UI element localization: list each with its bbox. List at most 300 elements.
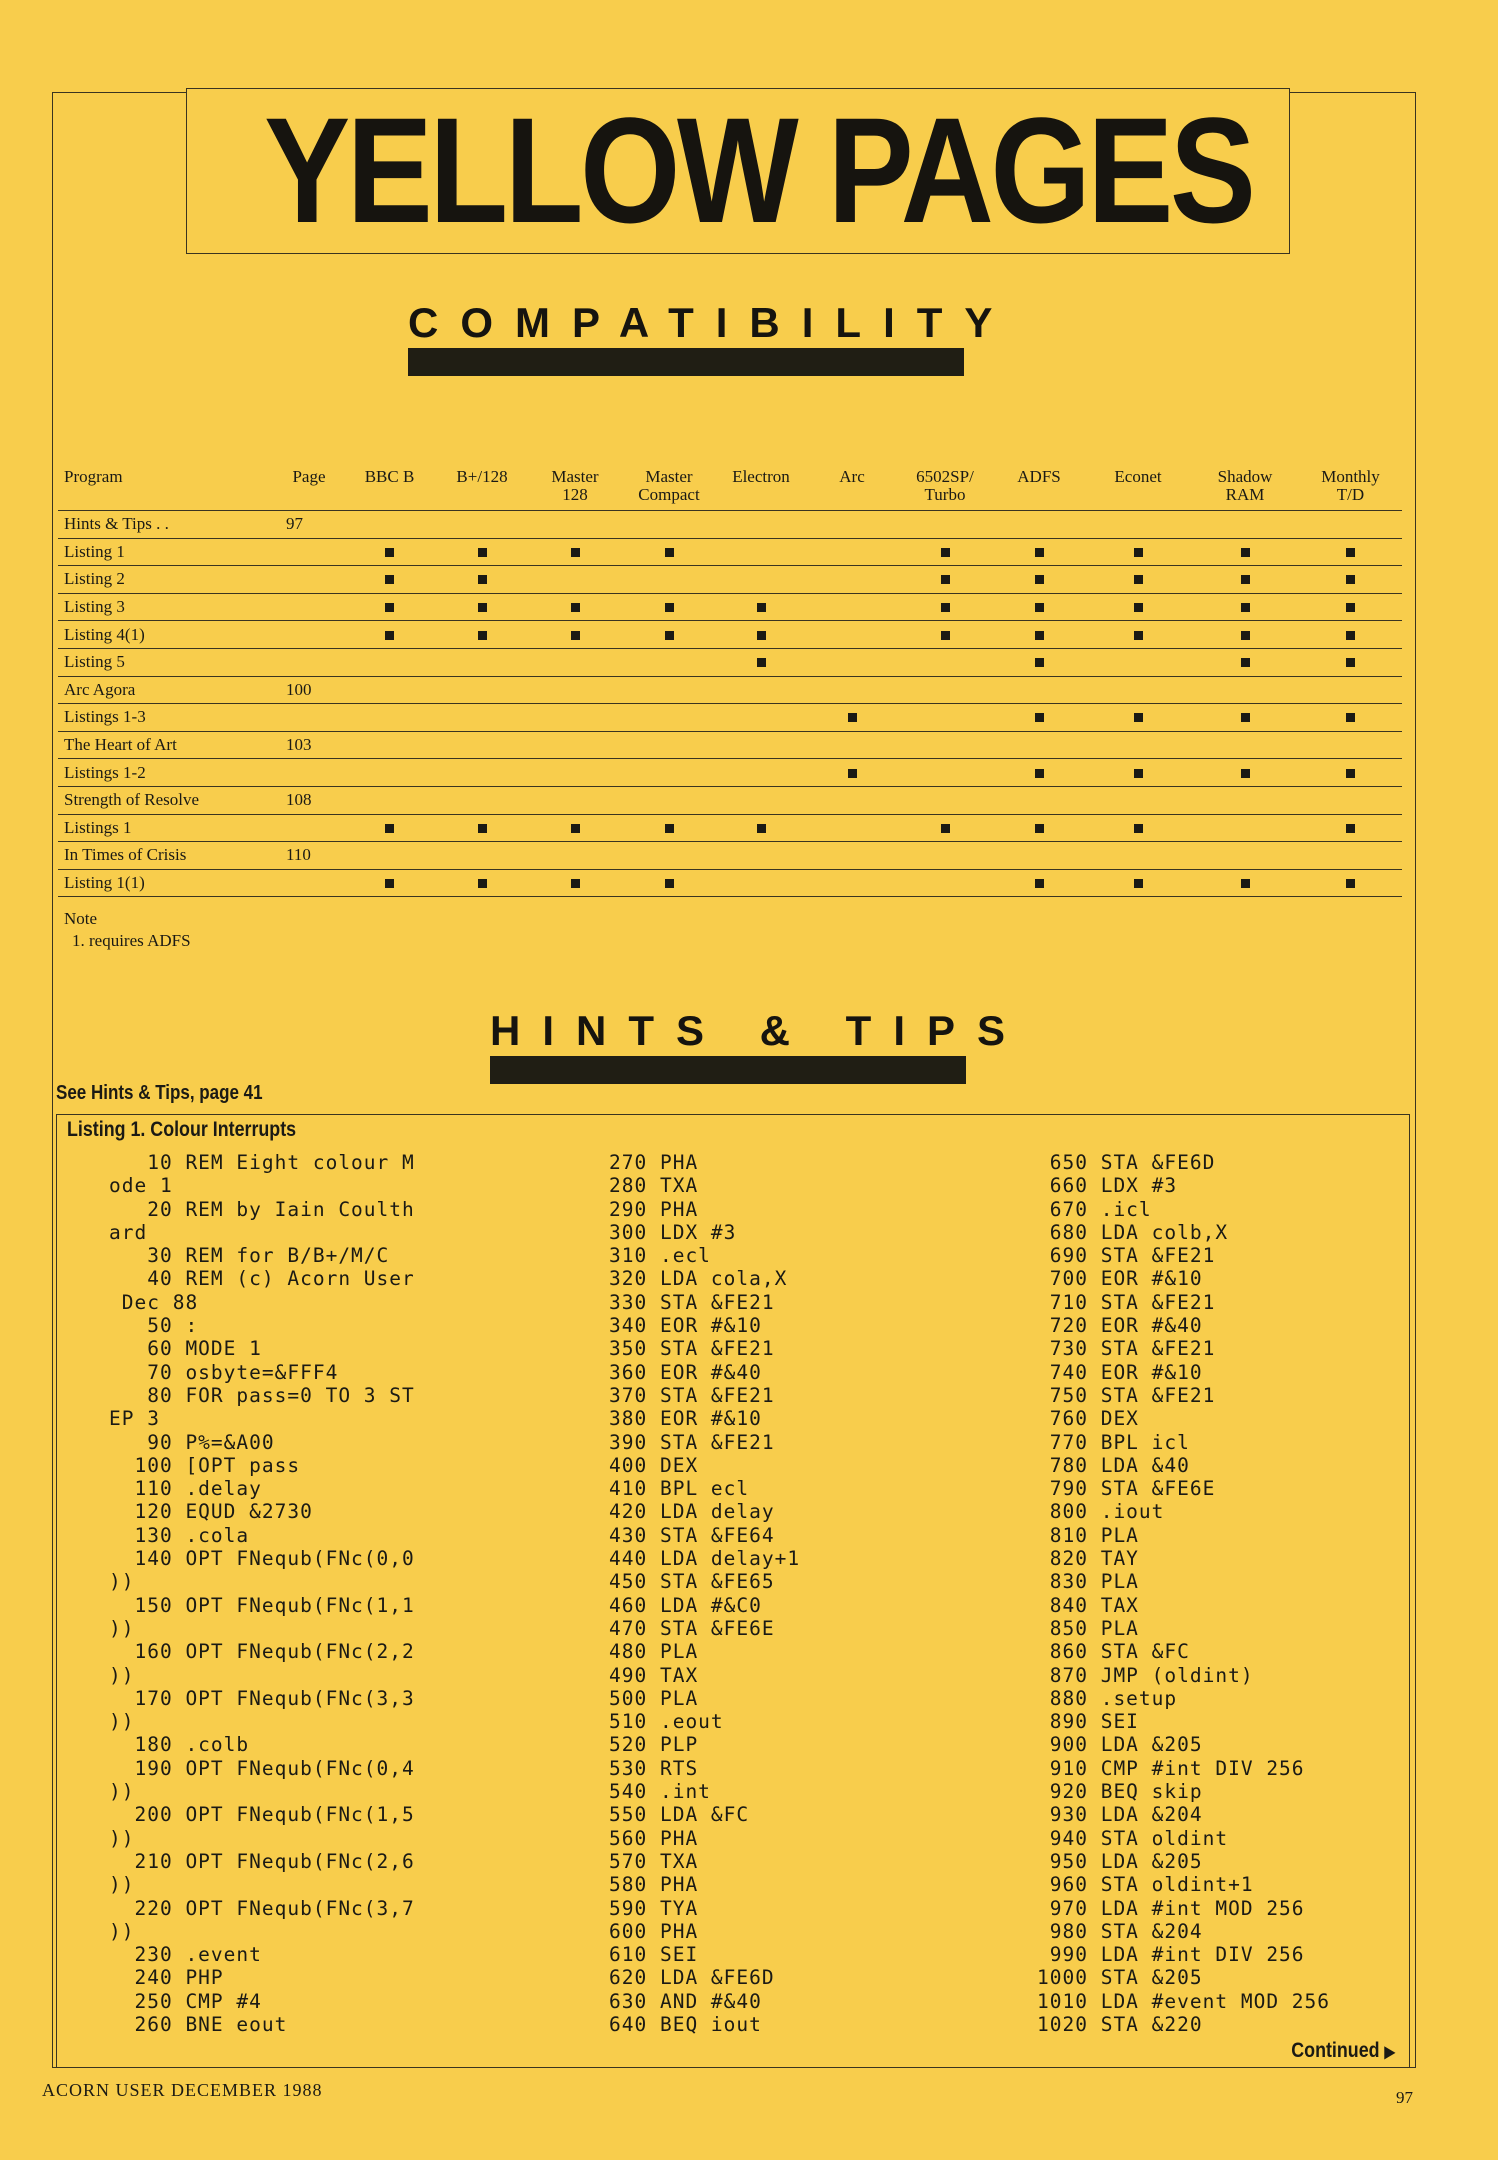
code-line: EP 3 <box>109 1407 160 1431</box>
column-header: Arc <box>807 468 897 511</box>
compat-cell <box>342 621 437 649</box>
code-line: 420 LDA delay <box>609 1500 775 1524</box>
code-line: 640 BEQ iout <box>609 2012 762 2036</box>
program-name: Listings 1-3 <box>58 704 276 732</box>
compatible-square-icon <box>1134 879 1143 888</box>
code-line: 670 .icl <box>1037 1197 1152 1221</box>
code-line: 330 STA &FE21 <box>609 1290 775 1314</box>
compat-cell <box>527 538 623 566</box>
code-line: 630 AND #&40 <box>609 1989 762 2013</box>
compatible-square-icon <box>1134 769 1143 778</box>
code-line: 430 STA &FE64 <box>609 1523 775 1547</box>
code-line: 910 CMP #int DIV 256 <box>1037 1756 1305 1780</box>
code-line: 920 BEQ skip <box>1037 1780 1203 1804</box>
code-line: 690 STA &FE21 <box>1037 1244 1216 1268</box>
column-header: Econet <box>1085 468 1191 511</box>
code-line: 900 LDA &205 <box>1037 1733 1203 1757</box>
compatible-square-icon <box>1134 603 1143 612</box>
compat-cell <box>1299 621 1402 649</box>
compat-cell <box>897 731 993 759</box>
compatible-square-icon <box>385 603 394 612</box>
code-line: 720 EOR #&40 <box>1037 1314 1203 1338</box>
code-line: 650 STA &FE6D <box>1037 1151 1216 1174</box>
compatible-square-icon <box>665 603 674 612</box>
code-line: 950 LDA &205 <box>1037 1849 1203 1873</box>
compat-cell <box>1299 759 1402 787</box>
compat-cell <box>993 704 1085 732</box>
compatible-square-icon <box>941 575 950 584</box>
code-line: 320 LDA cola,X <box>609 1267 788 1291</box>
compat-cell <box>437 648 527 676</box>
code-line: 360 EOR #&40 <box>609 1360 762 1384</box>
code-line: 700 EOR #&10 <box>1037 1267 1203 1291</box>
code-line: 730 STA &FE21 <box>1037 1337 1216 1361</box>
compatible-square-icon <box>1346 575 1355 584</box>
column-header: Page <box>276 468 342 511</box>
code-line: 600 PHA <box>609 1919 699 1943</box>
code-line: 460 LDA #&C0 <box>609 1593 762 1617</box>
page-ref <box>276 593 342 621</box>
code-line: 830 PLA <box>1037 1570 1139 1594</box>
compat-cell <box>807 704 897 732</box>
compat-cell <box>527 621 623 649</box>
compatible-square-icon <box>385 548 394 557</box>
code-line: 200 OPT FNequb(FNc(1,5 <box>109 1803 415 1827</box>
compat-cell <box>342 842 437 870</box>
compatible-square-icon <box>1241 548 1250 557</box>
footer-publication: ACORN USER DECEMBER 1988 <box>42 2080 323 2100</box>
code-line: 540 .int <box>609 1780 711 1804</box>
code-line: 70 osbyte=&FFF4 <box>109 1360 339 1384</box>
code-line: 80 FOR pass=0 TO 3 ST <box>109 1383 415 1407</box>
listing-box <box>56 1114 1410 2068</box>
compat-cell <box>715 814 807 842</box>
compat-cell <box>437 676 527 704</box>
compat-cell <box>1085 842 1191 870</box>
compatible-square-icon <box>1241 769 1250 778</box>
compat-cell <box>993 648 1085 676</box>
page-ref: 108 <box>276 786 342 814</box>
compatible-square-icon <box>941 548 950 557</box>
compat-cell <box>1191 786 1299 814</box>
compatible-square-icon <box>1134 824 1143 833</box>
compatible-square-icon <box>1134 548 1143 557</box>
code-line: 290 PHA <box>609 1197 699 1221</box>
compat-cell <box>807 731 897 759</box>
compatible-square-icon <box>941 603 950 612</box>
compatibility-table <box>58 468 1402 897</box>
compatible-square-icon <box>1134 713 1143 722</box>
compat-cell <box>1085 676 1191 704</box>
page-ref: 103 <box>276 731 342 759</box>
code-line: 520 PLP <box>609 1733 699 1757</box>
compat-cell <box>1085 704 1191 732</box>
program-name: The Heart of Art <box>58 731 276 759</box>
code-line: ode 1 <box>109 1174 173 1198</box>
code-line: 470 STA &FE6E <box>609 1616 775 1640</box>
code-line: 390 STA &FE21 <box>609 1430 775 1454</box>
compatible-square-icon <box>1035 603 1044 612</box>
table-row <box>58 648 1402 676</box>
compat-cell <box>1191 593 1299 621</box>
code-line: 490 TAX <box>609 1663 699 1687</box>
code-line: )) <box>109 1919 135 1943</box>
program-name: Hints & Tips . . <box>58 511 276 539</box>
compatible-square-icon <box>757 658 766 667</box>
compat-cell <box>1191 676 1299 704</box>
compat-cell <box>715 676 807 704</box>
compat-cell <box>993 842 1085 870</box>
compatible-square-icon <box>571 631 580 640</box>
compat-cell <box>993 676 1085 704</box>
compatible-square-icon <box>1346 713 1355 722</box>
compatible-square-icon <box>665 824 674 833</box>
code-line: 170 OPT FNequb(FNc(3,3 <box>109 1686 415 1710</box>
code-line: 750 STA &FE21 <box>1037 1383 1216 1407</box>
compat-cell <box>1085 869 1191 897</box>
code-line: 1020 STA &220 <box>1037 2012 1203 2036</box>
table-row <box>58 538 1402 566</box>
compat-cell <box>437 566 527 594</box>
compat-cell <box>715 869 807 897</box>
page-ref <box>276 759 342 787</box>
code-line: 510 .eout <box>609 1710 724 1734</box>
listing-title: Listing 1. Colour Interrupts <box>67 1118 297 1141</box>
code-line: 840 TAX <box>1037 1593 1139 1617</box>
page-ref <box>276 566 342 594</box>
page-number: 97 <box>1396 2088 1413 2107</box>
code-line: 530 RTS <box>609 1756 699 1780</box>
compat-cell <box>993 511 1085 539</box>
compatible-square-icon <box>1241 658 1250 667</box>
compatible-square-icon <box>1035 631 1044 640</box>
code-line: 380 EOR #&10 <box>609 1407 762 1431</box>
compatible-square-icon <box>757 631 766 640</box>
code-line: 230 .event <box>109 1943 262 1967</box>
code-line: 440 LDA delay+1 <box>609 1547 801 1571</box>
compat-cell <box>1191 621 1299 649</box>
compat-cell <box>527 593 623 621</box>
compat-cell <box>1191 511 1299 539</box>
table-row <box>58 704 1402 732</box>
compat-cell <box>1299 566 1402 594</box>
compat-cell <box>527 814 623 842</box>
compat-cell <box>342 869 437 897</box>
column-header: Electron <box>715 468 807 511</box>
compat-cell <box>1085 648 1191 676</box>
code-line: 990 LDA #int DIV 256 <box>1037 1943 1305 1967</box>
compat-cell <box>527 566 623 594</box>
code-line: 550 LDA &FC <box>609 1803 750 1827</box>
compatible-square-icon <box>1346 769 1355 778</box>
compat-cell <box>897 538 993 566</box>
compatible-square-icon <box>848 769 857 778</box>
compatible-square-icon <box>1035 575 1044 584</box>
code-line: 220 OPT FNequb(FNc(3,7 <box>109 1896 415 1920</box>
compat-cell <box>342 538 437 566</box>
compatibility-heading-text: COMPATIBILITY <box>408 299 1015 346</box>
column-header: Monthly T/D <box>1299 468 1402 511</box>
compatible-square-icon <box>757 824 766 833</box>
code-line: 980 STA &204 <box>1037 1919 1203 1943</box>
note-text: 1. requires ADFS <box>72 931 191 950</box>
compatible-square-icon <box>478 879 487 888</box>
compat-cell <box>623 648 715 676</box>
code-line: 1000 STA &205 <box>1037 1966 1203 1990</box>
compat-cell <box>715 566 807 594</box>
code-line: 30 REM for B/B+/M/C <box>109 1244 390 1268</box>
page-ref: 100 <box>276 676 342 704</box>
compat-cell <box>527 869 623 897</box>
compat-cell <box>1299 648 1402 676</box>
compat-cell <box>993 759 1085 787</box>
compat-cell <box>342 648 437 676</box>
compat-cell <box>1299 786 1402 814</box>
compat-cell <box>1085 621 1191 649</box>
compat-cell <box>1085 731 1191 759</box>
compat-cell <box>527 511 623 539</box>
compatibility-header-row <box>58 468 1402 511</box>
compat-cell <box>437 842 527 870</box>
compat-cell <box>715 704 807 732</box>
compat-cell <box>1191 566 1299 594</box>
compat-cell <box>715 786 807 814</box>
program-name: Listings 1-2 <box>58 759 276 787</box>
compatible-square-icon <box>1346 879 1355 888</box>
code-line: 140 OPT FNequb(FNc(0,0 <box>109 1547 415 1571</box>
column-header: BBC B <box>342 468 437 511</box>
code-line: 480 PLA <box>609 1640 699 1664</box>
code-line: 970 LDA #int MOD 256 <box>1037 1896 1305 1920</box>
compat-cell <box>807 621 897 649</box>
compatible-square-icon <box>478 631 487 640</box>
compat-cell <box>1299 731 1402 759</box>
compat-cell <box>623 786 715 814</box>
compat-cell <box>807 759 897 787</box>
compat-cell <box>1191 869 1299 897</box>
code-line: 570 TXA <box>609 1849 699 1873</box>
compat-cell <box>1191 814 1299 842</box>
compat-cell <box>807 511 897 539</box>
compat-cell <box>993 814 1085 842</box>
code-line: 400 DEX <box>609 1453 699 1477</box>
compat-cell <box>897 814 993 842</box>
compat-cell <box>807 842 897 870</box>
compat-cell <box>1085 538 1191 566</box>
compat-cell <box>807 814 897 842</box>
compat-cell <box>993 593 1085 621</box>
column-header: 6502SP/ Turbo <box>897 468 993 511</box>
compat-cell <box>623 759 715 787</box>
compat-cell <box>807 566 897 594</box>
code-line: 10 REM Eight colour M <box>109 1151 415 1174</box>
compatible-square-icon <box>757 603 766 612</box>
compatible-square-icon <box>1134 631 1143 640</box>
compat-cell <box>1191 759 1299 787</box>
table-row <box>58 593 1402 621</box>
compat-cell <box>807 538 897 566</box>
compatible-square-icon <box>665 631 674 640</box>
code-line: 890 SEI <box>1037 1710 1139 1734</box>
code-line: 940 STA oldint <box>1037 1826 1229 1850</box>
compatible-square-icon <box>1035 548 1044 557</box>
compatible-square-icon <box>478 603 487 612</box>
compatible-square-icon <box>478 548 487 557</box>
code-line: 180 .colb <box>109 1733 250 1757</box>
code-column-3 <box>1037 1151 1330 2036</box>
compatible-square-icon <box>1346 824 1355 833</box>
compatible-square-icon <box>1346 603 1355 612</box>
code-line: )) <box>109 1663 135 1687</box>
code-line: )) <box>109 1780 135 1804</box>
code-column-2 <box>609 1151 800 2036</box>
compat-cell <box>897 759 993 787</box>
compat-cell <box>437 731 527 759</box>
compat-cell <box>897 593 993 621</box>
compat-cell <box>715 842 807 870</box>
compat-cell <box>623 511 715 539</box>
code-line: 590 TYA <box>609 1896 699 1920</box>
code-line: 560 PHA <box>609 1826 699 1850</box>
compat-cell <box>897 621 993 649</box>
code-line: 1010 LDA #event MOD 256 <box>1037 1989 1331 2013</box>
compat-cell <box>1085 814 1191 842</box>
compat-cell <box>342 566 437 594</box>
compatible-square-icon <box>571 603 580 612</box>
compatible-square-icon <box>665 879 674 888</box>
code-line: 680 LDA colb,X <box>1037 1220 1229 1244</box>
code-line: 860 STA &FC <box>1037 1640 1190 1664</box>
code-line: )) <box>109 1710 135 1734</box>
code-line: 800 .iout <box>1037 1500 1165 1524</box>
compatible-square-icon <box>941 824 950 833</box>
note-title: Note <box>64 909 98 928</box>
compatible-square-icon <box>1241 575 1250 584</box>
see-also-note: See Hints & Tips, page 41 <box>56 1082 263 1104</box>
compat-cell <box>342 676 437 704</box>
compat-cell <box>342 786 437 814</box>
compat-cell <box>623 621 715 649</box>
compatible-square-icon <box>941 631 950 640</box>
table-row <box>58 621 1402 649</box>
program-name: Listing 3 <box>58 593 276 621</box>
compat-cell <box>527 731 623 759</box>
compat-cell <box>1085 511 1191 539</box>
code-line: 110 .delay <box>109 1477 262 1501</box>
table-row <box>58 786 1402 814</box>
compat-cell <box>807 676 897 704</box>
code-line: 40 REM (c) Acorn User <box>109 1267 415 1291</box>
compatible-square-icon <box>385 879 394 888</box>
compat-cell <box>1085 593 1191 621</box>
compat-cell <box>623 704 715 732</box>
compat-cell <box>1299 538 1402 566</box>
code-line: 100 [OPT pass <box>109 1453 301 1477</box>
compat-cell <box>897 842 993 870</box>
masthead-title: YELLOW PAGES <box>264 86 1253 254</box>
code-line: 240 PHP <box>109 1966 224 1990</box>
compat-cell <box>527 676 623 704</box>
code-line: 120 EQUD &2730 <box>109 1500 313 1524</box>
code-line: 620 LDA &FE6D <box>609 1966 775 1990</box>
table-row <box>58 814 1402 842</box>
column-header: Master 128 <box>527 468 623 511</box>
compatible-square-icon <box>385 824 394 833</box>
compat-cell <box>623 676 715 704</box>
compatible-square-icon <box>1035 769 1044 778</box>
table-row <box>58 676 1402 704</box>
compat-cell <box>437 593 527 621</box>
compat-cell <box>715 648 807 676</box>
table-row <box>58 759 1402 787</box>
code-line: 90 P%=&A00 <box>109 1430 275 1454</box>
compat-cell <box>1191 648 1299 676</box>
table-row <box>58 731 1402 759</box>
program-name: Strength of Resolve <box>58 786 276 814</box>
compatible-square-icon <box>478 575 487 584</box>
code-line: 310 .ecl <box>609 1244 711 1268</box>
code-line: 370 STA &FE21 <box>609 1383 775 1407</box>
compat-cell <box>527 759 623 787</box>
compatible-square-icon <box>385 631 394 640</box>
table-row <box>58 842 1402 870</box>
code-line: ard <box>109 1220 148 1244</box>
compat-cell <box>527 648 623 676</box>
compat-cell <box>897 704 993 732</box>
code-line: 150 OPT FNequb(FNc(1,1 <box>109 1593 415 1617</box>
compat-cell <box>807 786 897 814</box>
code-line: 610 SEI <box>609 1943 699 1967</box>
compat-cell <box>437 786 527 814</box>
compat-cell <box>897 869 993 897</box>
compat-cell <box>437 759 527 787</box>
code-line: 780 LDA &40 <box>1037 1453 1190 1477</box>
program-name: Arc Agora <box>58 676 276 704</box>
compat-cell <box>993 538 1085 566</box>
code-line: 270 PHA <box>609 1151 699 1174</box>
code-line: 300 LDX #3 <box>609 1220 737 1244</box>
code-line: )) <box>109 1873 135 1897</box>
program-name: Listing 1(1) <box>58 869 276 897</box>
masthead-box <box>186 88 1290 254</box>
compat-cell <box>437 869 527 897</box>
compat-cell <box>897 676 993 704</box>
compat-cell <box>623 814 715 842</box>
hints-heading-bar <box>490 1056 966 1084</box>
column-header: ADFS <box>993 468 1085 511</box>
right-triangle-icon: ▶ <box>1384 2044 1395 2061</box>
compat-cell <box>1085 786 1191 814</box>
compat-cell <box>342 759 437 787</box>
code-line: 250 CMP #4 <box>109 1989 262 2013</box>
compat-cell <box>623 869 715 897</box>
compatible-square-icon <box>848 713 857 722</box>
compat-cell <box>1191 842 1299 870</box>
compatible-square-icon <box>1346 658 1355 667</box>
compat-cell <box>897 786 993 814</box>
compat-cell <box>897 511 993 539</box>
compatible-square-icon <box>1035 658 1044 667</box>
compatible-square-icon <box>1035 879 1044 888</box>
compat-cell <box>527 704 623 732</box>
hints-heading-text: HINTS & TIPS <box>490 1007 1028 1054</box>
continued-label <box>1291 2039 1395 2063</box>
code-line: 210 OPT FNequb(FNc(2,6 <box>109 1849 415 1873</box>
code-line: )) <box>109 1616 135 1640</box>
compatible-square-icon <box>1346 631 1355 640</box>
program-name: Listing 2 <box>58 566 276 594</box>
compat-cell <box>623 566 715 594</box>
